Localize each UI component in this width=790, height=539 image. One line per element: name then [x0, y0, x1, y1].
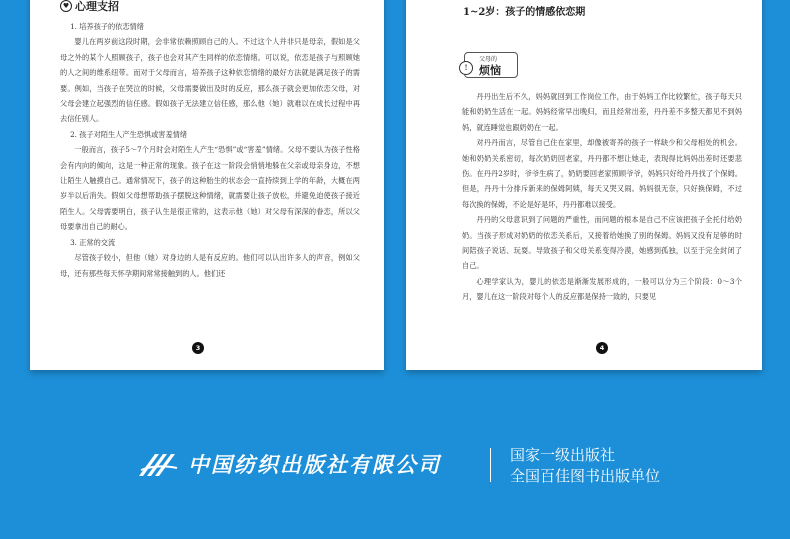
tagline-top100: 全国百佳图书出版单位 — [510, 467, 661, 485]
page-number: 3 — [192, 342, 204, 354]
heart-icon: ♥ — [60, 0, 72, 12]
publisher-logo-icon — [137, 450, 179, 480]
paragraph: 一般而言，孩子5～7个月时会对陌生人产生“恐惧”或“害羞”情绪。父母不要认为孩子性格会有内向的倾向，这是一种正常的现象。孩子在这一阶段会悄悄地躲在父亲或母亲身边，不想让陌生人触摸自己。通常情况下，孩子的这种胎生的状态会一直持续到上学的年龄，大概在两岁半以后消失。假如父母想帮助孩子摆脱这种情绪，就需要让孩子放松，并避免迫使孩子接近陌生人。父母需要明白，孩子认生是很正常的，这表示他（她）对父母有深深的眷恋，所以父母要拿出自己的耐心。 — [60, 145, 360, 232]
publisher-footer — [0, 440, 790, 490]
left-page — [30, 0, 384, 370]
subheading: 3. 正常的交流 — [70, 237, 116, 247]
left-body-text — [60, 19, 360, 281]
paragraph: 丹丹出生后不久，妈妈就回到工作岗位工作，由于妈妈工作比较繁忙，孩子每天只能和奶奶生活在一起。妈妈经常早出晚归，而且经常出差，丹丹差不多整天都见不到妈妈，就连睡觉也跟奶奶在一起。 — [462, 92, 742, 132]
page-number: 4 — [596, 342, 608, 354]
worry-label-big: 烦恼 — [479, 64, 501, 77]
footer-divider — [490, 448, 491, 482]
section-title: 心理支招 — [75, 0, 119, 13]
tagline-national: 国家一级出版社 — [510, 446, 616, 464]
publisher-name: 中国纺织出版社有限公司 — [188, 452, 441, 477]
subheading: 2. 孩子对陌生人产生恐惧或害羞情绪 — [70, 129, 188, 139]
paragraph: 对丹丹而言，尽管自己住在家里，却像被寄养的孩子一样缺少和父母相处的机会。她和奶奶关系密切，每次奶奶回老家，丹丹都不想让她走，表现得比妈妈出差时还要悲伤。在丹丹2岁时，爷爷生病了，奶奶要回老家照顾爷爷，妈妈只好给丹丹找了个保姆。但是，丹丹十分排斥新来的保姆阿姨，每天又哭又闹。妈妈很无奈，只好换保姆，不过每次换的保姆，不论是好是坏，丹丹都难以接受。 — [462, 138, 742, 209]
worry-callout — [464, 52, 518, 78]
section-heading — [60, 0, 119, 14]
right-page — [406, 0, 762, 370]
lightbulb-icon: ! — [459, 61, 473, 75]
chapter-title: 1~2岁：孩子的情感依恋期 — [463, 7, 586, 18]
right-body-text — [462, 89, 742, 305]
worry-label-small: 父母的 — [479, 56, 498, 63]
subheading: 1. 培养孩子的依恋情绪 — [70, 22, 144, 31]
paragraph: 心理学家认为，婴儿的依恋是渐渐发展形成的，一般可以分为三个阶段：0～3个月，婴儿在这一阶段对每个人的反应都是保持一致的，只要见 — [462, 276, 742, 302]
paragraph: 丹丹的父母意识到了问题的严重性，而问题的根本是自己不应该把孩子全托付给奶奶。当孩子形成对奶奶的依恋关系后，又接着给她换了别的保姆。妈妈又没有足够的时间陪孩子说话、玩耍。导致孩子和父母关系变得冷漠，她感到孤独，以至于完全封闭了自己。 — [462, 215, 742, 271]
paragraph: 婴儿在两岁前这段时期，会非常依赖照顾自己的人。不过这个人并非只是母亲，假如是父母之外的某个人照顾孩子，孩子也会对其产生同样的依恋情绪。可以说，依恋是孩子与照顾她的人之间的维系纽带。而对于父母而言，培养孩子这种依恋情绪的最好方法就是满足孩子的需要。例如，当孩子在哭泣的时候，父母需要做出及时的反应，那么孩子就会更加依恋父母，对父母会建立起强烈的信任感。假如孩子无法建立信任感，那么他（她）就难以在成长过程中再去信任别人。 — [60, 37, 360, 124]
paragraph: 尽管孩子较小，但他（她）对身边的人是有反应的。他们可以认出许多人的声音，例如父母，还有那些每天怀孕期间常常接触到的人。他们还 — [60, 253, 360, 278]
